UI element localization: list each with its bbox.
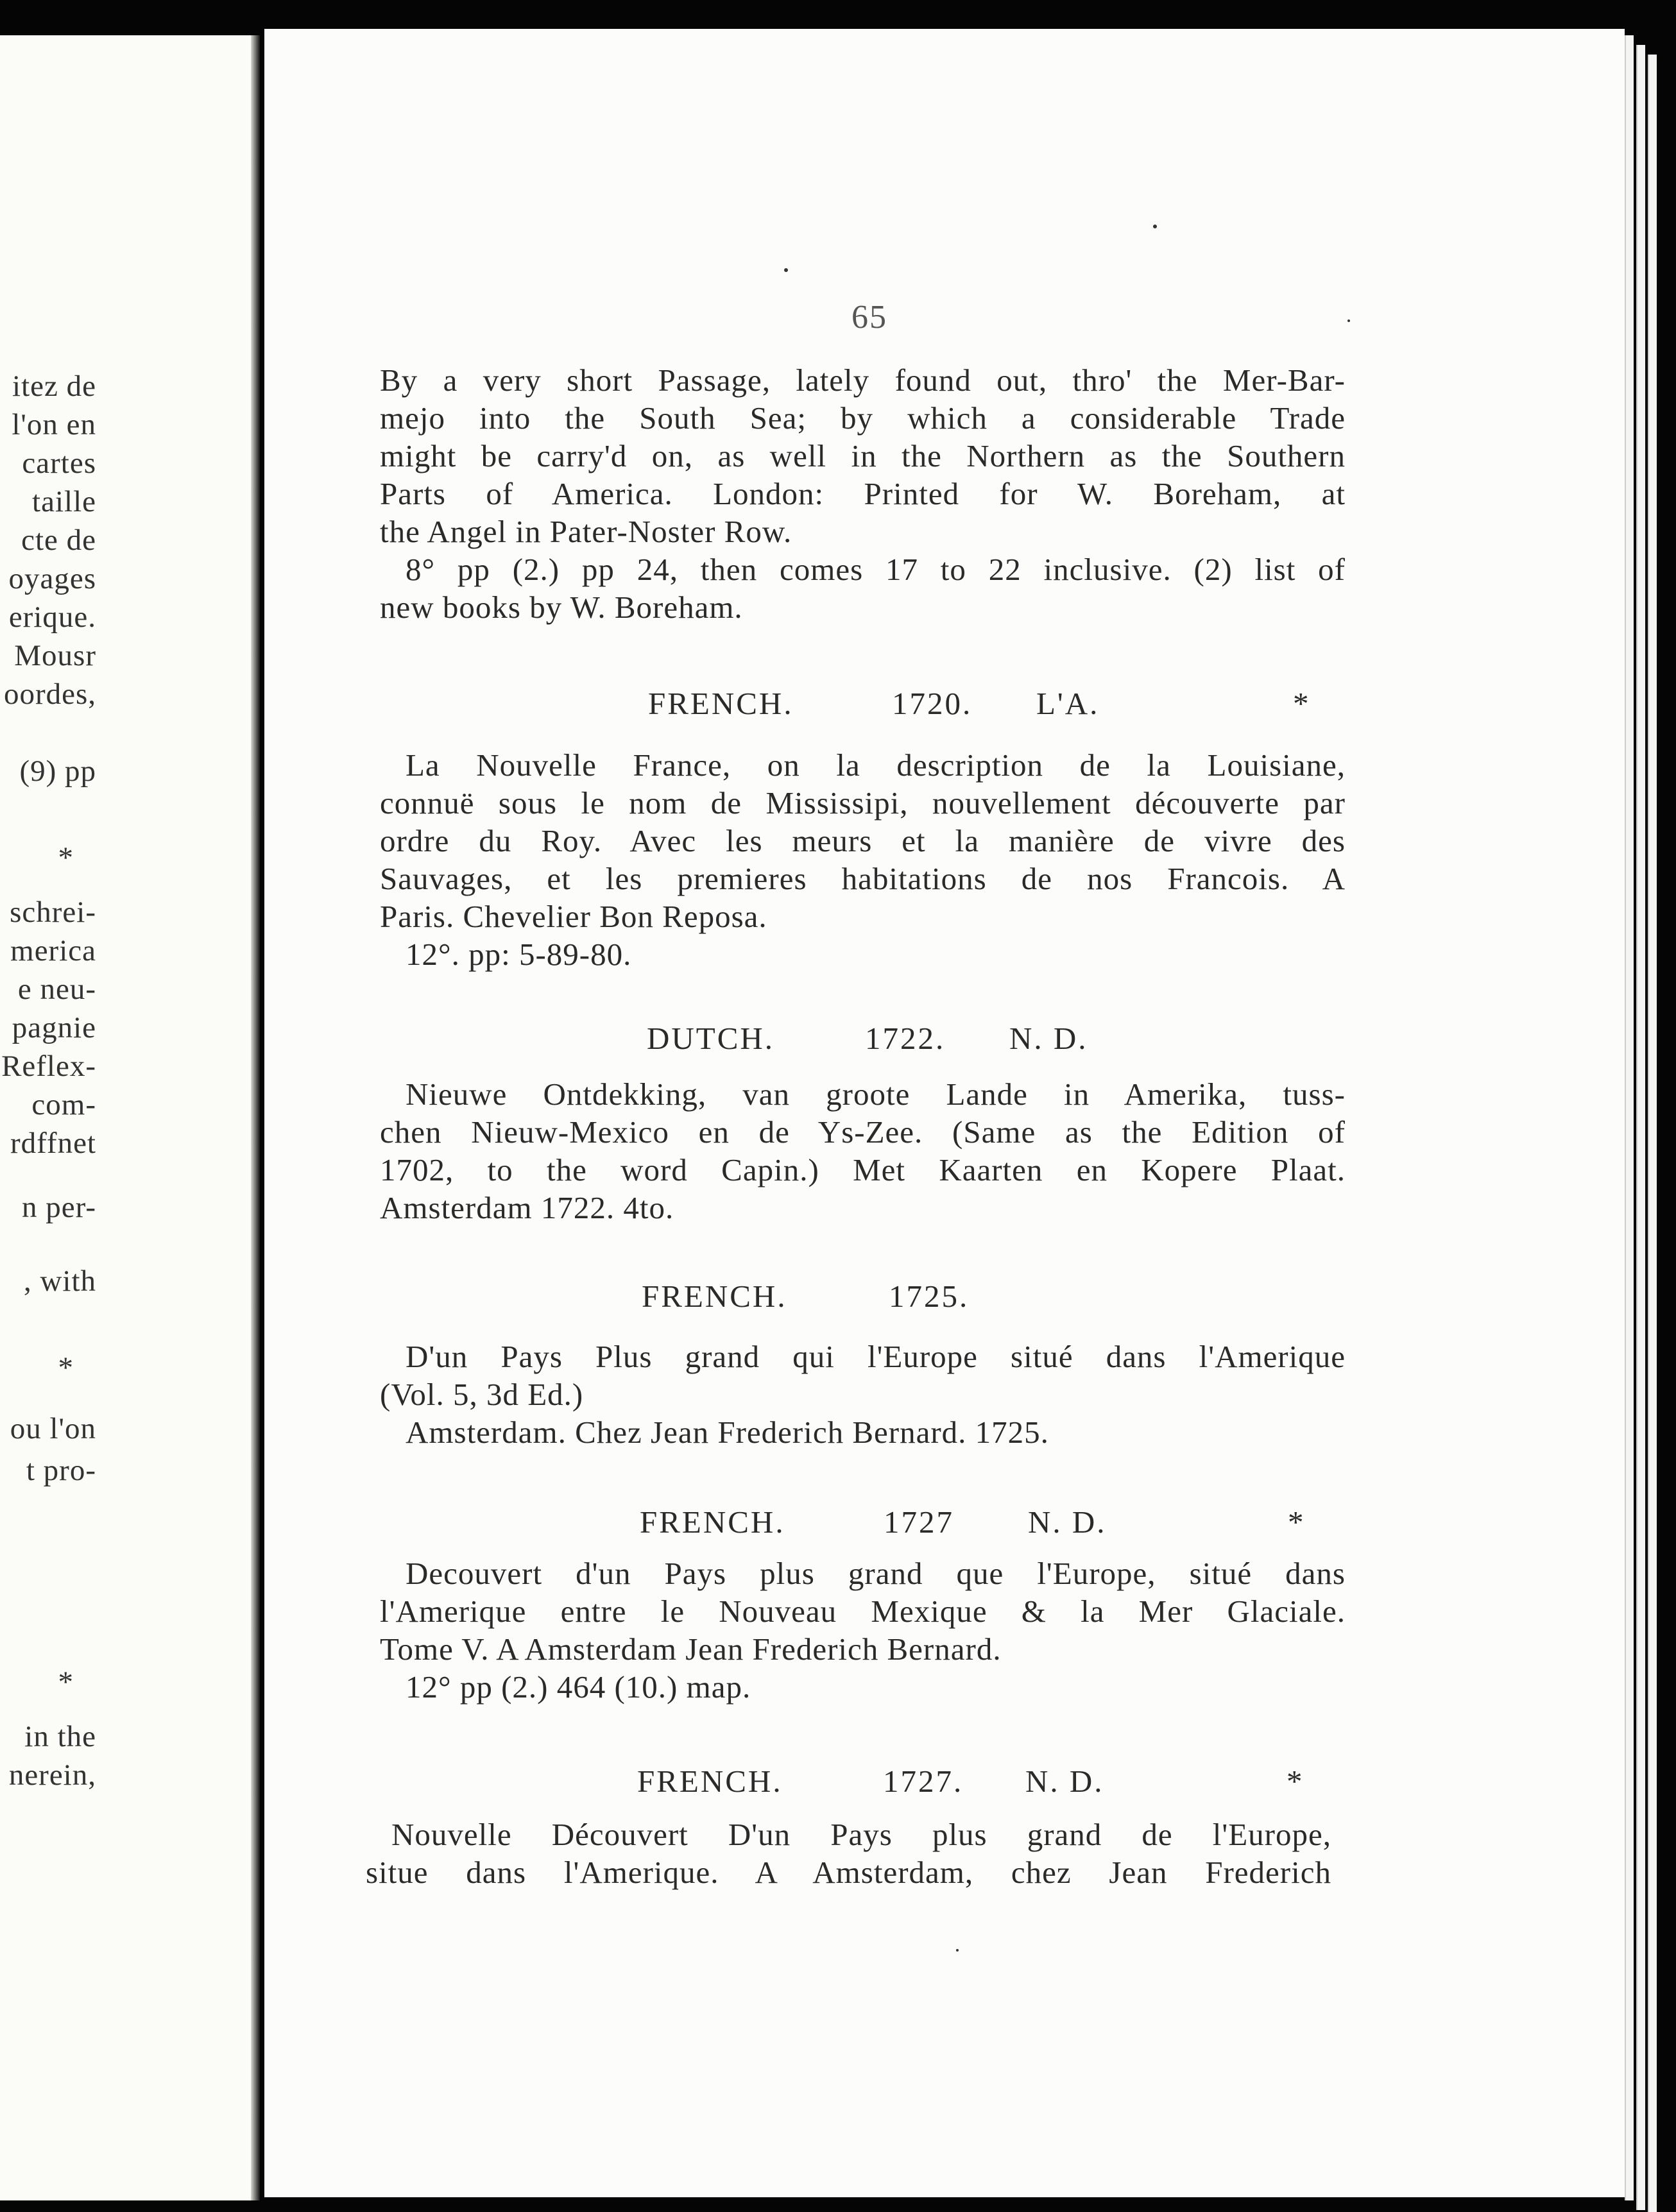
text-line: Paris. Chevelier Bon Reposa.	[380, 899, 767, 934]
entry-note: N. D.	[1009, 1021, 1088, 1056]
text-line: Parts of America. London: Printed for W. Boreham, at	[380, 476, 1346, 511]
entry-year: 1720.	[892, 686, 973, 721]
entry-body	[366, 1816, 1331, 1891]
left-page-line: l'on en	[12, 408, 96, 441]
entry-language: FRENCH.	[640, 1504, 785, 1540]
text-line: mejo into the South Sea; by which a considerable Trade	[380, 400, 1346, 436]
entry-star: *	[1293, 686, 1311, 721]
left-page-line: (9) pp	[19, 754, 96, 788]
entry-body	[380, 1075, 1346, 1227]
left-page-line: n per-	[22, 1191, 96, 1224]
text-line: Amsterdam 1722. 4to.	[380, 1190, 674, 1225]
text-line: connuë sous le nom de Mississipi, nouvellement découverte par	[380, 785, 1346, 821]
left-page-line: pagnie	[12, 1011, 96, 1044]
entry-year: 1722.	[865, 1021, 946, 1056]
text-line: D'un Pays Plus grand qui l'Europe situé dans l'Amerique	[406, 1339, 1346, 1374]
book-gutter	[251, 35, 260, 2200]
entry-body	[380, 1554, 1346, 1706]
scan-speck	[1347, 319, 1350, 322]
page-stack-edge	[1636, 45, 1645, 2210]
left-page-line: oyages	[8, 562, 96, 595]
entry-language: FRENCH.	[642, 1279, 787, 1314]
scan-speck	[784, 268, 788, 272]
left-page-line: schrei-	[10, 896, 96, 929]
text-line: (Vol. 5, 3d Ed.)	[380, 1377, 584, 1412]
left-page-line: com-	[31, 1088, 96, 1121]
text-line: ordre du Roy. Avec les meurs et la manière de vivre des	[380, 823, 1346, 858]
collation-line: Amsterdam. Chez Jean Frederich Bernard. 1725.	[406, 1415, 1049, 1450]
entry-note: L'A.	[1036, 686, 1100, 721]
entry-star: *	[1287, 1764, 1304, 1799]
left-page-line: , with	[23, 1264, 96, 1298]
left-page-line: t pro-	[26, 1454, 96, 1487]
entry-note: N. D.	[1028, 1504, 1107, 1540]
left-page-line: erique.	[8, 600, 96, 634]
scan-speck	[1153, 225, 1157, 228]
text-line: 1702, to the word Capin.) Met Kaarten en Kopere Plaat.	[380, 1152, 1346, 1187]
left-page-line: nerein,	[8, 1758, 96, 1792]
left-page-star: *	[58, 1665, 74, 1699]
text-line: Decouvert d'un Pays plus grand que l'Europe, situé dans	[406, 1556, 1346, 1591]
entry-language: DUTCH.	[647, 1021, 775, 1056]
left-page-line: ou l'on	[10, 1412, 96, 1445]
entry-language: FRENCH.	[648, 686, 794, 721]
left-page-line: rdffnet	[10, 1127, 96, 1160]
page-stack-edge	[1648, 55, 1657, 2212]
left-page-line: merica	[10, 934, 96, 967]
collation-line: 12° pp (2.) 464 (10.) map.	[406, 1669, 751, 1705]
left-page-line: Mousr	[14, 639, 96, 672]
entry-year: 1727.	[883, 1764, 964, 1799]
page-number: 65	[851, 299, 887, 336]
entry-year: 1727	[884, 1504, 954, 1540]
text-line: situe dans l'Amerique. A Amsterdam, chez Jean Frederich	[366, 1855, 1331, 1890]
text-line: By a very short Passage, lately found out, thro' the Mer-Bar-	[380, 362, 1346, 398]
text-line: Nieuwe Ontdekking, van groote Lande in Amerika, tuss-	[406, 1076, 1346, 1112]
text-line: La Nouvelle France, on la description de la Louisiane,	[406, 747, 1346, 783]
page-stack-edge	[1625, 35, 1634, 2200]
left-page-line: cte de	[21, 523, 96, 557]
left-page-line: oordes,	[3, 677, 96, 711]
left-page-line: itez de	[12, 370, 96, 403]
left-page-line: taille	[32, 485, 96, 518]
entry-body	[380, 1338, 1346, 1451]
left-page-star: *	[58, 841, 74, 874]
left-page-line: cartes	[22, 447, 96, 480]
entry-year: 1725.	[889, 1279, 970, 1314]
text-line: Sauvages, et les premieres habitations de nos Francois. A	[380, 861, 1346, 896]
text-line: l'Amerique entre le Nouveau Mexique & la Mer Glaciale.	[380, 1594, 1346, 1629]
left-page-line: e neu-	[17, 973, 96, 1006]
left-facing-page	[0, 35, 260, 2200]
collation-line: new books by W. Boreham.	[380, 590, 743, 625]
text-line: might be carry'd on, as well in the Northern as the Southern	[380, 438, 1346, 473]
scan-speck	[956, 1949, 959, 1952]
entry-body	[380, 746, 1346, 973]
entry-note: N. D.	[1025, 1764, 1104, 1799]
entry-star: *	[1288, 1504, 1306, 1540]
left-page-star: *	[58, 1351, 74, 1384]
text-line: Tome V. A Amsterdam Jean Frederich Bernard.	[380, 1631, 1002, 1667]
left-page-line: Reflex-	[1, 1050, 96, 1083]
text-line: chen Nieuw-Mexico en de Ys-Zee. (Same as the Edition of	[380, 1114, 1346, 1150]
left-page-line: in the	[24, 1720, 96, 1753]
text-line: Nouvelle Découvert D'un Pays plus grand de l'Europe,	[391, 1817, 1331, 1852]
entry-language: FRENCH.	[637, 1764, 783, 1799]
intro-paragraph	[380, 361, 1346, 626]
collation-line: 8° pp (2.) pp 24, then comes 17 to 22 inclusive. (2) list of	[406, 552, 1346, 587]
collation-line: 12°. pp: 5-89-80.	[406, 937, 632, 972]
text-line: the Angel in Pater-Noster Row.	[380, 514, 792, 549]
